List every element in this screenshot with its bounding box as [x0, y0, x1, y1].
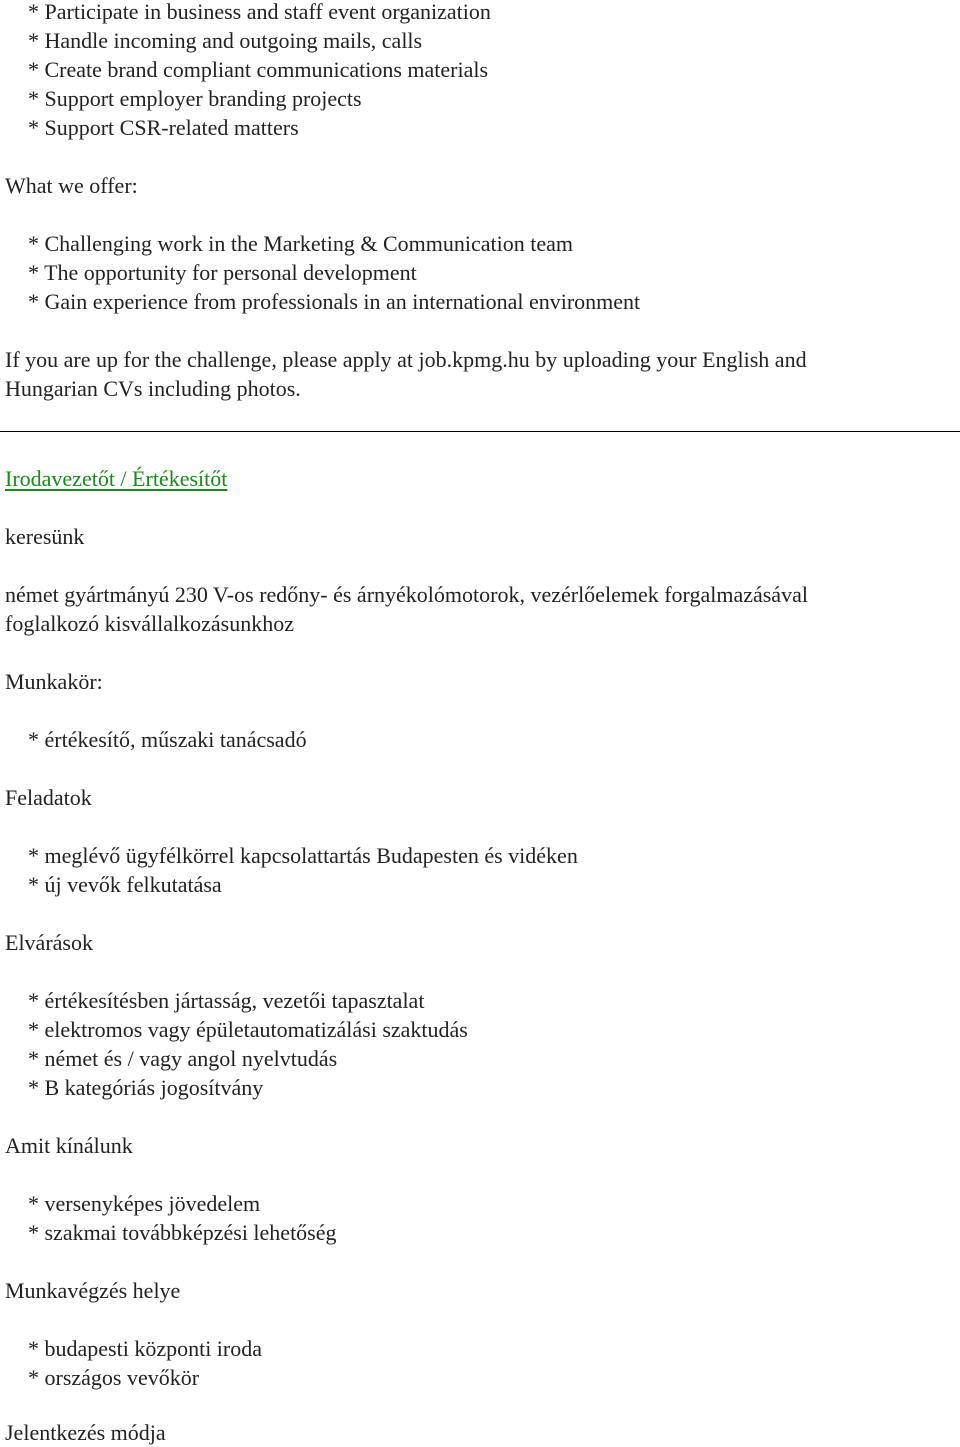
location-item: * budapesti központi iroda [28, 1336, 263, 1361]
offer-item-hu: * szakmai továbbképzési lehetőség [28, 1220, 337, 1245]
tasks-heading: Feladatok [5, 785, 92, 810]
role-heading: Munkakör: [5, 669, 103, 694]
job-subtitle: keresünk [5, 524, 85, 549]
section-divider [0, 431, 960, 432]
location-heading: Munkavégzés helye [5, 1278, 181, 1303]
task-item: * Create brand compliant communications materials [28, 57, 489, 82]
requirements-item: * értékesítésben jártasság, vezetői tapasztalat [28, 988, 425, 1013]
tasks-item: * új vevők felkutatása [28, 872, 222, 897]
role-item: * értékesítő, műszaki tanácsadó [28, 727, 307, 752]
offer-heading-hu: Amit kínálunk [5, 1133, 133, 1158]
job-title-link[interactable]: Irodavezetőt / Értékesítőt [5, 466, 228, 491]
offer-item: * The opportunity for personal development [28, 260, 417, 285]
requirements-item: * B kategóriás jogosítvány [28, 1075, 264, 1100]
location-item: * országos vevőkör [28, 1365, 200, 1390]
apply-instructions: Hungarian CVs including photos. [5, 376, 301, 401]
task-item: * Support employer branding projects [28, 86, 362, 111]
requirements-heading: Elvárások [5, 930, 93, 955]
offer-heading: What we offer: [5, 173, 138, 198]
offer-item-hu: * versenyképes jövedelem [28, 1191, 261, 1216]
company-intro: foglalkozó kisvállalkozásunkhoz [5, 611, 294, 636]
tasks-item: * meglévő ügyfélkörrel kapcsolattartás Budapesten és vidéken [28, 843, 578, 868]
application-heading: Jelentkezés módja [5, 1420, 166, 1445]
offer-item: * Challenging work in the Marketing & Communication team [28, 231, 574, 256]
company-intro: német gyártmányú 230 V-os redőny- és árnyékolómotorok, vezérlőelemek forgalmazásával [5, 582, 808, 607]
task-item: * Support CSR-related matters [28, 115, 299, 140]
task-item: * Handle incoming and outgoing mails, calls [28, 28, 423, 53]
requirements-item: * elektromos vagy épületautomatizálási szaktudás [28, 1017, 468, 1042]
task-item: * Participate in business and staff event organization [28, 0, 491, 24]
requirements-item: * német és / vagy angol nyelvtudás [28, 1046, 338, 1071]
apply-instructions: If you are up for the challenge, please apply at job.kpmg.hu by uploading your English and [5, 347, 807, 372]
offer-item: * Gain experience from professionals in an international environment [28, 289, 641, 314]
